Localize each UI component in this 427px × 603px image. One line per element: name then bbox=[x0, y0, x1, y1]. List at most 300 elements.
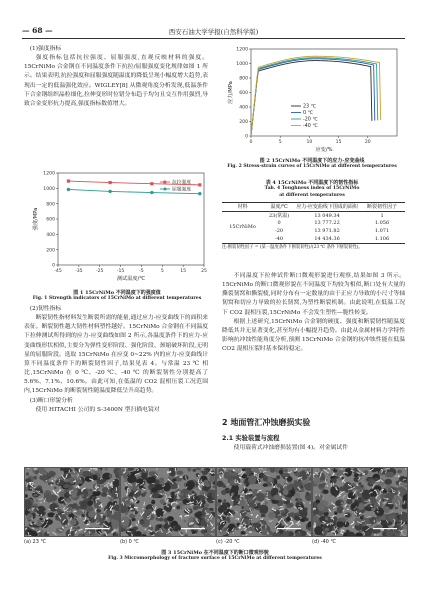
dimple bbox=[346, 499, 352, 505]
dimple bbox=[70, 519, 76, 525]
dimple bbox=[362, 490, 371, 500]
left-text-bottom bbox=[24, 305, 208, 415]
dimple bbox=[219, 505, 227, 511]
dimple bbox=[92, 475, 97, 481]
figure-1-caption-en: Fig. 1 Strength indicators of 15CrNiMo at different temperatures bbox=[32, 296, 202, 302]
dimple bbox=[55, 480, 64, 486]
tear-ridge bbox=[352, 527, 353, 528]
dimple bbox=[338, 478, 342, 481]
tear-ridge bbox=[80, 478, 81, 479]
dimple bbox=[370, 496, 377, 503]
dimple bbox=[194, 512, 202, 518]
figure-3-caption bbox=[24, 550, 406, 563]
x-tick-label: 10 bbox=[306, 140, 313, 145]
dimple bbox=[109, 474, 113, 478]
x-tick-label: -15 bbox=[116, 269, 125, 274]
strength-chart-svg bbox=[30, 167, 210, 287]
dimple bbox=[280, 510, 285, 513]
dimple bbox=[141, 493, 146, 497]
dimple bbox=[75, 510, 82, 515]
dimple bbox=[107, 502, 114, 510]
sem-label-c: (c) -20 ℃ bbox=[216, 539, 240, 545]
dimple bbox=[337, 521, 344, 528]
dimple bbox=[163, 483, 171, 492]
dimple bbox=[268, 477, 273, 482]
table-cell: 13 777.22 bbox=[314, 220, 340, 227]
dimple bbox=[111, 520, 119, 529]
data-point bbox=[198, 183, 201, 186]
dimple bbox=[314, 477, 321, 485]
dimple bbox=[298, 531, 301, 534]
dimple bbox=[308, 499, 310, 501]
table-cell: -40 bbox=[275, 235, 284, 242]
dimple bbox=[337, 506, 344, 514]
dimple bbox=[81, 494, 84, 497]
dimple bbox=[381, 516, 386, 520]
x-tick-label: -45 bbox=[54, 269, 62, 274]
dimple bbox=[337, 529, 341, 532]
dimple bbox=[325, 528, 330, 532]
sem-label-a: (a) 23 ℃ bbox=[24, 539, 47, 545]
dimple bbox=[200, 491, 207, 496]
dimple bbox=[79, 484, 82, 486]
dimple bbox=[228, 489, 231, 492]
x-tick-label: -35 bbox=[75, 269, 83, 274]
dimple bbox=[396, 486, 406, 496]
table-row bbox=[222, 211, 405, 219]
table-cell: 13 049.34 bbox=[314, 212, 340, 219]
dimple bbox=[64, 479, 69, 482]
y-tick-label: 400 bbox=[239, 105, 248, 111]
tear-ridge bbox=[28, 532, 29, 534]
x-tick-label: 0 bbox=[249, 140, 253, 145]
right-text-top bbox=[222, 272, 405, 354]
dimple bbox=[228, 470, 231, 473]
table-cell: -20 bbox=[275, 228, 284, 235]
table-4-title-en-2: at different temperatures bbox=[279, 192, 345, 198]
dimple bbox=[321, 524, 324, 527]
dimple bbox=[370, 517, 376, 524]
dimple bbox=[288, 494, 293, 498]
figure-2-caption-cn: 图 2 15CrNiMo 不同温度下的应力-应变曲线 bbox=[259, 158, 365, 164]
subheading-strength: (1)强度指标 bbox=[29, 46, 62, 52]
dimple bbox=[265, 502, 268, 505]
stress-strain-chart-svg bbox=[225, 44, 405, 154]
dimple bbox=[141, 472, 147, 479]
dimple bbox=[49, 503, 58, 511]
dimple bbox=[36, 499, 39, 502]
x-tick-label: 20 bbox=[364, 140, 371, 145]
dimple bbox=[242, 468, 245, 471]
dimple bbox=[246, 510, 249, 512]
dimple bbox=[283, 489, 289, 495]
dimple bbox=[294, 493, 300, 498]
dimple bbox=[81, 500, 88, 507]
legend-marker bbox=[164, 188, 167, 191]
x-tick-label: 5 bbox=[278, 140, 282, 145]
dimple bbox=[355, 486, 361, 490]
dimple bbox=[331, 478, 336, 484]
dimple bbox=[96, 481, 99, 483]
dimple bbox=[284, 468, 288, 472]
dimple bbox=[259, 505, 268, 514]
dimple bbox=[253, 523, 260, 528]
dimple bbox=[150, 531, 156, 535]
dimple bbox=[323, 490, 329, 494]
dimple bbox=[221, 490, 227, 495]
dimple bbox=[192, 469, 196, 472]
dimple bbox=[319, 484, 324, 488]
dimple bbox=[175, 524, 181, 531]
table-header-factor: 断裂韧性因子 bbox=[359, 203, 405, 212]
data-point bbox=[150, 182, 153, 185]
y-axis-label: 应力/MPa bbox=[228, 81, 234, 104]
dimple bbox=[199, 525, 202, 528]
dimple bbox=[252, 508, 255, 510]
dimple bbox=[87, 500, 93, 506]
y-tick-label: 600 bbox=[46, 217, 55, 223]
dimple bbox=[388, 515, 396, 520]
dimple bbox=[33, 476, 36, 480]
dimple bbox=[183, 475, 189, 480]
figure-1-caption bbox=[24, 290, 210, 303]
dimple bbox=[343, 521, 349, 527]
tear-ridge bbox=[89, 470, 90, 471]
dimple bbox=[102, 487, 108, 492]
x-axis-label: 测试温度/℃ bbox=[116, 276, 146, 282]
dimple bbox=[353, 508, 356, 510]
left-text-top bbox=[24, 45, 208, 109]
dimple bbox=[218, 526, 222, 530]
y-tick-label: 1000 bbox=[236, 62, 248, 68]
dimple bbox=[44, 519, 53, 525]
dimple bbox=[288, 512, 295, 518]
dimple bbox=[328, 473, 331, 476]
data-point bbox=[150, 191, 153, 194]
table-4-title-en-1: Tab. 4 Toughness index of 15CrNiMo bbox=[264, 186, 360, 192]
dimple bbox=[316, 500, 320, 504]
dimple bbox=[248, 498, 254, 502]
dimple bbox=[64, 472, 71, 479]
dimple bbox=[241, 506, 244, 509]
table-cell: 13 971.82 bbox=[314, 228, 340, 235]
dimple bbox=[183, 494, 187, 499]
dimple bbox=[63, 484, 69, 488]
dimple bbox=[149, 471, 157, 476]
dimple bbox=[248, 475, 256, 484]
dimple bbox=[386, 472, 395, 478]
dimple bbox=[28, 520, 31, 522]
dimple bbox=[125, 512, 128, 515]
x-tick-label: 15 bbox=[335, 140, 342, 145]
dimple bbox=[26, 472, 29, 475]
table-4-title-cn: 表 4 15CrNiMo 不同温度下的韧性指标 bbox=[265, 180, 359, 186]
table-4-note: 注:断裂韧性因子 = (某一温度条件下断裂韧性)/(23 ℃ 条件下断裂韧性)。 bbox=[222, 244, 363, 250]
dimple bbox=[295, 472, 301, 476]
table-cell: 1.056 bbox=[374, 220, 390, 227]
dimple bbox=[261, 514, 266, 517]
dimple bbox=[297, 498, 302, 503]
section-heading-2: 2 地面管汇冲蚀磨损实验 bbox=[222, 418, 311, 427]
dimple bbox=[88, 511, 96, 518]
dimple bbox=[306, 468, 310, 471]
sem-photo-a bbox=[24, 467, 120, 537]
dimple bbox=[347, 533, 351, 536]
dimple bbox=[224, 528, 227, 531]
y-tick-label: 800 bbox=[46, 202, 55, 208]
y-tick-label: 200 bbox=[239, 120, 248, 126]
dimple bbox=[146, 477, 155, 484]
dimple bbox=[57, 514, 66, 522]
dimple bbox=[93, 491, 101, 497]
legend-marker bbox=[163, 181, 166, 184]
dimple bbox=[304, 518, 308, 521]
dimple bbox=[143, 532, 146, 535]
y-tick-label: 600 bbox=[239, 91, 248, 97]
y-tick-label: 800 bbox=[239, 76, 248, 82]
legend-label: -40 ℃ bbox=[303, 124, 318, 130]
figure-2-caption-en: Fig. 2 Stress-strain curves of 15CrNiMo at different temperatures bbox=[227, 164, 397, 170]
tear-ridge bbox=[375, 534, 376, 535]
dimple bbox=[298, 471, 307, 480]
dimple bbox=[177, 470, 183, 474]
sem-photo-c bbox=[216, 467, 312, 537]
dimple bbox=[334, 511, 337, 515]
dimple bbox=[73, 476, 80, 480]
table-4-title bbox=[218, 180, 406, 199]
dimple bbox=[335, 476, 338, 479]
dimple bbox=[156, 508, 164, 517]
paragraph-conclusion: 根据上述研究,15CrNiMo 合金钢的硬度、强度和断裂韧性随温度降低其并无显著变化,甚至均有小幅提升趋势。由此从金属材料力学特性影响抗冲蚀性能角度分析,预测 15CrNiMo 合金钢的抗冲蚀性能在低温 CO2 混相压裂时基本保持稳定。 bbox=[222, 318, 405, 353]
table-header-temperature: 温度/℃ bbox=[263, 203, 295, 212]
dimple bbox=[160, 518, 163, 522]
dimple bbox=[132, 518, 136, 521]
dimple bbox=[92, 496, 96, 499]
dimple bbox=[317, 502, 325, 511]
dimple bbox=[287, 476, 293, 482]
dimple bbox=[66, 500, 70, 503]
table-header-material: 材料 bbox=[222, 203, 263, 212]
data-point bbox=[198, 192, 201, 195]
dimple bbox=[180, 506, 183, 509]
dimple bbox=[207, 495, 211, 500]
dimple bbox=[397, 470, 402, 474]
dimple bbox=[218, 499, 222, 503]
dimple bbox=[77, 526, 80, 529]
dimple bbox=[325, 517, 328, 520]
dimple bbox=[176, 505, 180, 509]
table-4 bbox=[222, 202, 405, 251]
x-tick-label: 25 bbox=[201, 269, 207, 274]
figure-2-chart bbox=[225, 44, 405, 154]
tear-ridge bbox=[116, 487, 117, 491]
dimple bbox=[204, 504, 209, 508]
data-point bbox=[67, 179, 70, 182]
tear-ridge bbox=[316, 494, 317, 496]
table-cell: 1.106 bbox=[374, 235, 390, 242]
y-tick-label: 1000 bbox=[43, 186, 55, 192]
legend-label: 抗拉强度 bbox=[172, 180, 192, 186]
figure-1-chart bbox=[30, 167, 210, 287]
scale-bar bbox=[181, 528, 205, 529]
dimple bbox=[353, 501, 359, 507]
scale-bar bbox=[85, 528, 109, 529]
x-tick-label: 15 bbox=[180, 269, 187, 274]
dimple bbox=[375, 507, 384, 516]
dimple bbox=[34, 503, 37, 506]
subheading-toughness: (2)韧性指标 bbox=[29, 306, 62, 312]
dimple bbox=[273, 494, 282, 500]
legend-label: 屈服强度 bbox=[172, 187, 192, 193]
dimple bbox=[229, 501, 233, 506]
dimple bbox=[376, 516, 379, 518]
dimple bbox=[173, 498, 177, 500]
dimple bbox=[100, 485, 104, 488]
paragraph-fracture-result: 不同温度下拉伸试件断口微观形貌进行观察,结果如图 3 所示。15CrNiMo 的断口微观形貌在不同温度下均较为相似,断口处有大量的撕裂韧窝和撕裂棱,同时分布有一定数量的由于正应力导致的小尺寸等轴韧窝和切应力导致的拉长韧窝,为塑性断裂机制。由此说明,在低温工况下 CO2 混相压裂,15CrNiMo 不会发生塑性—脆性转变。 bbox=[222, 273, 405, 316]
dimple bbox=[362, 500, 367, 504]
dimple bbox=[163, 505, 172, 511]
dimple bbox=[25, 478, 31, 482]
dimple bbox=[129, 528, 133, 532]
x-axis-label: 应变/% bbox=[315, 147, 333, 153]
y-tick-label: 0 bbox=[245, 134, 248, 140]
data-point bbox=[67, 188, 70, 191]
journal-title: 西安石油大学学报(自然科学版) bbox=[168, 28, 259, 36]
dimple bbox=[172, 479, 176, 482]
dimple bbox=[268, 512, 276, 519]
dimple bbox=[163, 524, 169, 529]
scale-bar bbox=[277, 528, 301, 529]
y-axis-label: 强度/MPa bbox=[33, 207, 39, 231]
legend-label: -20 ℃ bbox=[303, 117, 318, 123]
dimple bbox=[71, 491, 77, 498]
dimple bbox=[360, 485, 363, 488]
dimple bbox=[66, 506, 72, 513]
legend-label: 0 ℃ bbox=[303, 111, 313, 117]
dimple bbox=[314, 526, 323, 535]
dimple bbox=[57, 509, 62, 513]
dimple bbox=[245, 505, 248, 507]
dimple bbox=[281, 524, 283, 526]
tear-ridge bbox=[144, 480, 145, 481]
table-cell: 1.071 bbox=[374, 228, 390, 235]
table-cell: 1 bbox=[380, 212, 384, 219]
dimple bbox=[390, 487, 393, 490]
y-tick-label: 400 bbox=[46, 232, 55, 238]
dimple bbox=[113, 501, 117, 505]
dimple bbox=[47, 512, 55, 517]
dimple bbox=[167, 516, 174, 521]
dimple bbox=[151, 500, 155, 505]
dimple bbox=[225, 517, 230, 522]
dimple bbox=[74, 505, 80, 509]
dimple bbox=[300, 488, 304, 492]
running-header bbox=[22, 24, 405, 39]
legend-label: 23 ℃ bbox=[303, 104, 317, 110]
figure-3-caption-en: Fig. 3 Micromorphology of fracture surface of 15CrNiMo at different temperatures bbox=[108, 556, 322, 562]
paragraph-apparatus: 使用载荷式冲蚀磨损装置(图 4)。对金属试件 bbox=[233, 445, 348, 451]
dimple bbox=[71, 470, 78, 475]
dimple bbox=[54, 487, 57, 489]
data-point bbox=[109, 181, 112, 184]
page-number: — 68 — bbox=[22, 26, 53, 35]
dimple bbox=[256, 493, 265, 502]
dimple bbox=[81, 514, 84, 518]
dimple bbox=[101, 492, 107, 497]
paragraph-strength: 强度指标包括抗拉强度、屈服强度,直观反映材料的强度。15CrNiMo 合金钢在不同温度条件下抗拉/屈服强度变化规律如图 1 所示。结果表明,抗拉强度和屈服强度随温度的降低呈现小幅度增大趋势,表现出一定的低温强化效应。WIGLEY[8] 从微观角度分析发现,低温条件下合金钢组织晶粒细化,拉伸变形时位错分布趋于均匀且交互作用强烈,导致合金变形抗力提高,强度指标数值增大。 bbox=[24, 55, 208, 107]
dimple bbox=[279, 530, 283, 534]
y-tick-label: 0 bbox=[52, 263, 55, 269]
dimple bbox=[196, 473, 200, 477]
y-tick-label: 1200 bbox=[236, 47, 248, 53]
figure-1-caption-cn: 图 1 15CrNiMo 不同温度下的强度值 bbox=[73, 290, 161, 296]
dimple bbox=[330, 485, 339, 496]
dimple bbox=[331, 468, 334, 470]
dimple bbox=[39, 475, 48, 481]
subsection-heading-2-1: 2.1 实验装置与流程 bbox=[222, 435, 280, 442]
table-header-area: 应力-应变曲线下围成的面积 bbox=[296, 203, 358, 210]
dimple bbox=[276, 475, 280, 479]
dimple bbox=[197, 505, 202, 509]
dimple bbox=[229, 492, 232, 494]
x-tick-label: -25 bbox=[95, 269, 104, 274]
dimple bbox=[395, 507, 399, 509]
dimple bbox=[33, 494, 37, 497]
dimple bbox=[231, 484, 239, 492]
dimple bbox=[306, 492, 309, 496]
dimple bbox=[223, 499, 226, 502]
dimple bbox=[296, 513, 300, 516]
dimple bbox=[160, 499, 165, 504]
dimple bbox=[228, 524, 236, 531]
subheading-fracture: (3)断口形貌分析 bbox=[29, 397, 73, 404]
figure-3-caption-cn: 图 3 15CrNiMo 在不同温度下的断口微观形貌 bbox=[161, 550, 269, 556]
dimple bbox=[217, 516, 220, 518]
dimple bbox=[159, 478, 164, 482]
dimple bbox=[358, 482, 361, 485]
dimple bbox=[279, 469, 283, 474]
dimple bbox=[384, 479, 391, 485]
sem-photo-d bbox=[312, 467, 408, 537]
tear-ridge bbox=[78, 486, 79, 488]
sem-label-d: (d) -40 ℃ bbox=[312, 539, 337, 545]
paragraph-toughness: 断裂韧性指材料发生断裂所需的能量,通过应力-应变曲线下的面积来表征。断裂韧性越大韧性材料塑性越好。15CrNiMo 合金钢在不同温度下拉伸测试所得到的应力-应变曲线如图 2 所示,各温度条件下的应力-应变曲线形状相似,主要分为弹性变形阶段、强化阶段、颈缩破坏阶段,无明显的屈服阶段。选取 15CrNiMo 在应变 0~22% 内的应力-应变曲线计算不同温度条件下的断裂韧性因子,结果见表 4。与常温 23 ℃ 相比,15CrNiMo 在 0 ℃、-20 ℃、-40 ℃ 的断裂韧性分别提高了 5.6%、7.1%、10.6%。由此可知,在低温的 CO2 混相压裂工况范围内,15CrNiMo 的断裂韧性随温度降低呈升高趋势。 bbox=[24, 315, 208, 395]
dimple bbox=[335, 500, 341, 506]
y-tick-label: 1200 bbox=[43, 171, 55, 177]
sem-label-b: (b) 0 ℃ bbox=[120, 539, 140, 545]
dimple bbox=[151, 488, 157, 493]
dimple bbox=[139, 521, 145, 525]
scale-bar bbox=[373, 528, 397, 529]
dimple bbox=[209, 476, 215, 483]
dimple bbox=[37, 506, 46, 517]
x-tick-label: -5 bbox=[139, 269, 144, 274]
right-text-bottom bbox=[222, 444, 405, 453]
table-cell: 0 bbox=[277, 220, 281, 227]
sem-photo-b bbox=[120, 467, 216, 537]
dimple bbox=[184, 520, 187, 523]
dimple bbox=[89, 489, 91, 491]
dimple bbox=[358, 508, 361, 510]
tear-ridge bbox=[130, 506, 131, 507]
figure-2-caption bbox=[218, 158, 406, 171]
table-cell: 14 434.36 bbox=[314, 235, 340, 242]
dimple bbox=[48, 471, 55, 477]
dimple bbox=[370, 480, 375, 485]
dimple bbox=[186, 482, 194, 491]
dimple bbox=[222, 484, 226, 487]
table-cell-material: 15CrNiMo bbox=[229, 224, 256, 231]
